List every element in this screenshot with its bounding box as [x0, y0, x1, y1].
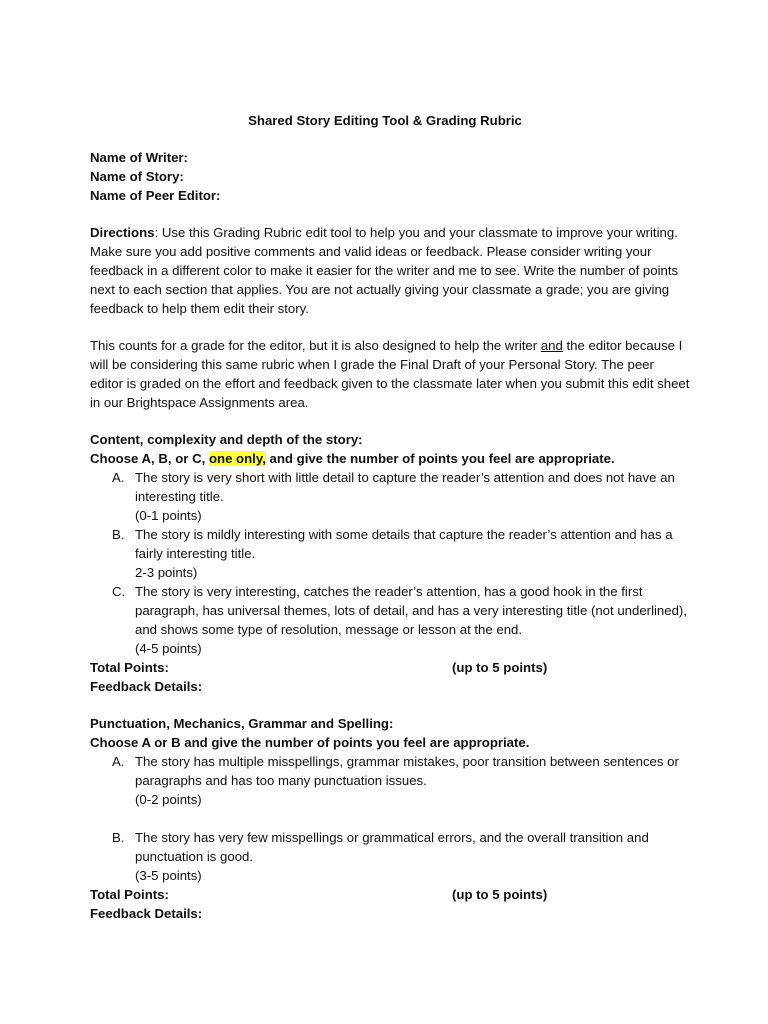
criteria-item-c — [90, 582, 690, 658]
content-feedback-label[interactable]: Feedback Details: — [90, 679, 203, 694]
instruction-text-pre: Choose A, B, or C, — [90, 451, 209, 466]
item-letter: B. — [112, 527, 125, 542]
content-criteria-list — [90, 468, 690, 658]
story-name-field[interactable]: Name of Story: — [90, 169, 184, 184]
criteria-item-a — [90, 752, 690, 809]
total-points-label[interactable]: Total Points: — [90, 887, 169, 902]
mechanics-section-instruction: Choose A or B and give the number of points you feel are appropriate. — [90, 735, 530, 750]
item-text: The story is mildly interesting with some details that capture the reader’s attention and has a fairly interesting title. — [135, 527, 673, 561]
grading-note-part1: This counts for a grade for the editor, but it is also designed to help the writer — [90, 338, 541, 353]
document-title: Shared Story Editing Tool & Grading Rubric — [248, 113, 522, 128]
mechanics-total-row — [90, 885, 690, 904]
item-letter: B. — [112, 830, 125, 845]
item-text: The story is very interesting, catches the reader’s attention, has a good hook in the first paragraph, has universal themes, lots of detail, and has a very interesting title (not underlined), and shows some type of resolution, message or lesson at the end. — [135, 584, 687, 637]
criteria-item-b — [90, 525, 690, 582]
total-max-points: (up to 5 points) — [452, 660, 548, 675]
criteria-item-b — [90, 828, 690, 885]
item-text: The story is very short with little detail to capture the reader’s attention and does not have an interesting title. — [135, 470, 675, 504]
content-section — [90, 430, 690, 696]
item-letter: C. — [112, 584, 126, 599]
item-letter: A. — [112, 470, 125, 485]
mechanics-feedback-label[interactable]: Feedback Details: — [90, 906, 203, 921]
item-text: The story has very few misspellings or grammatical errors, and the overall transition and punctuation is good. — [135, 830, 649, 864]
total-max-points: (up to 5 points) — [452, 887, 548, 902]
item-points: (0-2 points) — [135, 792, 202, 807]
content-section-heading: Content, complexity and depth of the story: — [90, 432, 363, 447]
writer-name-field[interactable]: Name of Writer: — [90, 150, 188, 165]
grading-note-paragraph — [90, 336, 690, 412]
instruction-text-post: and give the number of points you feel are appropriate. — [265, 451, 615, 466]
item-points: (3-5 points) — [135, 868, 202, 883]
mechanics-section — [90, 714, 690, 923]
one-only-highlight: one only, — [208, 451, 266, 466]
criteria-item-a — [90, 468, 690, 525]
item-letter: A. — [112, 754, 125, 769]
directions-text: Use this Grading Rubric edit tool to help you and your classmate to improve your writing. Make sure you add positive comments and valid ideas or feedback. Please consider writing your feedback in a different color to make it easier for the writer and me to see. Write the number of points next to each section that applies. You are not actually giving your classmate a grade; you are giving feedback to help them edit their story. — [90, 225, 679, 316]
document-page — [90, 111, 690, 923]
directions-heading: Directions — [90, 225, 155, 240]
mechanics-section-heading: Punctuation, Mechanics, Grammar and Spelling: — [90, 716, 394, 731]
item-points: 2-3 points) — [135, 565, 198, 580]
directions-colon: : — [154, 225, 159, 240]
list-spacer — [90, 809, 690, 828]
peer-editor-name-field[interactable]: Name of Peer Editor: — [90, 188, 221, 203]
content-total-row — [90, 658, 690, 677]
item-points: (4-5 points) — [135, 641, 202, 656]
item-points: (0-1 points) — [135, 508, 202, 523]
name-fields — [90, 148, 690, 205]
mechanics-criteria-list — [90, 752, 690, 885]
content-section-instruction — [90, 449, 690, 468]
grading-note-underlined: and — [540, 338, 563, 353]
grading-note-part2: the editor because I will be considering this same rubric when I grade the Final Draft of your Personal Story. The peer editor is graded on the effort and feedback given to the classmate later when you submit this edit sheet in our Brightspace Assignments area. — [90, 338, 690, 410]
directions-paragraph — [90, 223, 690, 318]
item-text: The story has multiple misspellings, grammar mistakes, poor transition between sentences or paragraphs and has too many punctuation issues. — [135, 754, 679, 788]
total-points-label[interactable]: Total Points: — [90, 660, 169, 675]
